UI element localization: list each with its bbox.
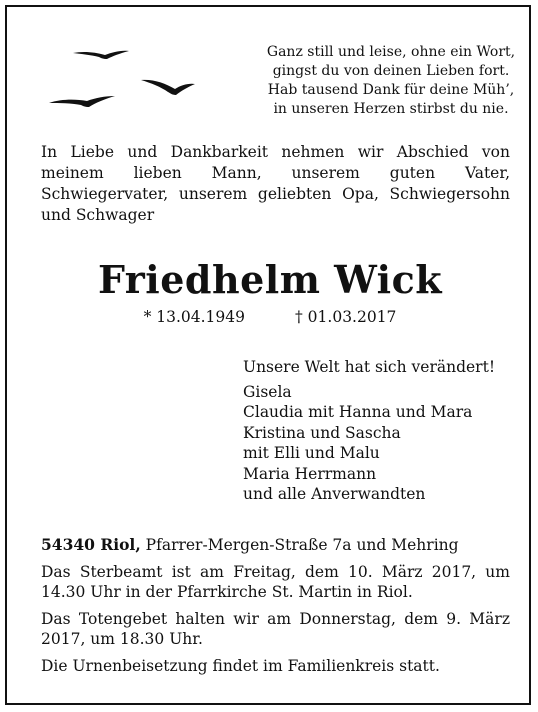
life-dates: [7, 307, 533, 327]
bird-icon: [73, 51, 129, 59]
deceased-name: Friedhelm Wick: [97, 257, 443, 302]
address-street: Pfarrer-Mergen-Straße 7a und Mehring: [145, 536, 459, 554]
verse-line: in unseren Herzen stirbst du nie.: [273, 101, 509, 117]
mourner-name: Gisela: [243, 382, 292, 401]
urn-notice: Die Urnenbeisetzung findet im Familienkreis statt.: [41, 656, 440, 675]
bird-icon: [141, 80, 195, 95]
service-info: [41, 535, 510, 682]
prayer-notice: Das Totengebet halten wir am Donnerstag, dem 9. März 2017, um 18.30 Uhr.: [41, 609, 510, 648]
mourner-name: Kristina und Sascha: [243, 423, 401, 442]
mourners-list: [243, 357, 528, 505]
address-line: [41, 535, 510, 556]
flying-birds-icon: [43, 43, 203, 123]
mourner-name: Claudia mit Hanna und Mara: [243, 403, 473, 421]
verse: [257, 43, 525, 119]
verse-line: Hab tausend Dank für deine Müh’,: [267, 82, 515, 98]
funeral-notice: Das Sterbeamt ist am Freitag, dem 10. März 2017, um 14.30 Uhr in der Pfarrkirche St. Martin in Riol.: [41, 562, 510, 601]
mourner-name: und alle Anverwandten: [243, 485, 426, 503]
mourner-name: Maria Herrmann: [243, 464, 377, 483]
obituary-frame: [5, 5, 531, 705]
verse-line: Ganz still und leise, ohne ein Wort,: [266, 44, 516, 60]
verse-line: gingst du von deinen Lieben fort.: [272, 63, 510, 79]
birth-date: * 13.04.1949: [143, 308, 245, 326]
mourners-lead: Unsere Welt hat sich verändert!: [243, 358, 496, 376]
death-date: † 01.03.2017: [295, 308, 397, 326]
bird-icon: [49, 96, 115, 107]
mourner-name: mit Elli und Malu: [243, 444, 380, 462]
address-place: 54340 Riol,: [41, 535, 141, 554]
intro-text: In Liebe und Dankbarkeit nehmen wir Abschied von meinem lieben Mann, unserem guten Vater, Schwiegervater, unserem geliebten Opa, Schwiegersohn und Schwager: [41, 143, 510, 224]
